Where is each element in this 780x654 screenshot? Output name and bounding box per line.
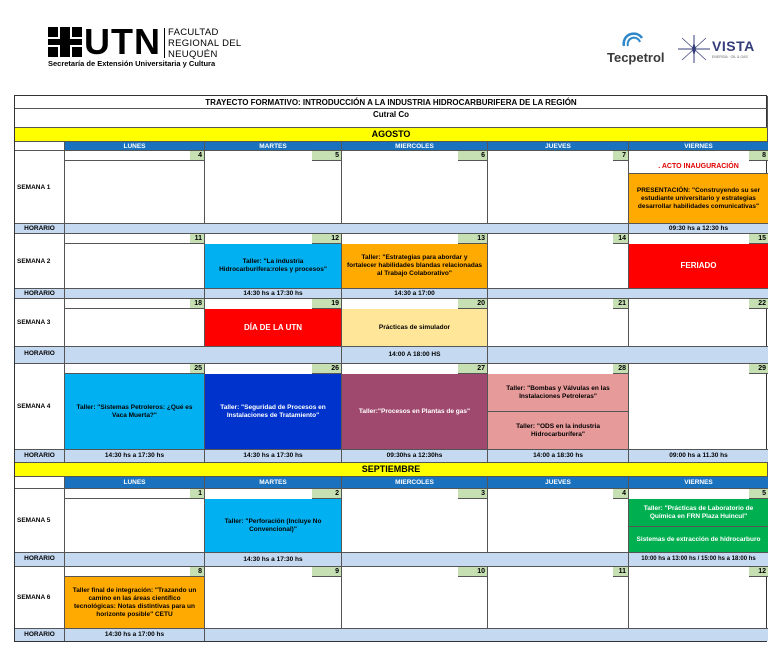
day-header-jueves: JUEVES bbox=[488, 477, 629, 489]
event-sistemas-extraccion: Sistemas de extracción de hidrocarburo bbox=[629, 527, 768, 553]
event-taller-estrategias: Taller: "Estrategias para abordar y fortalecer habilidades blandas relacionadas al Trabajo Colaborativo" bbox=[342, 244, 488, 289]
vista-logo-star-icon bbox=[676, 34, 712, 64]
date-cell: 8 bbox=[190, 567, 205, 577]
horario-value: 14:30 hs a 17:00 hs bbox=[65, 629, 205, 641]
event-practicas-simulador: Prácticas de simulador bbox=[342, 309, 488, 347]
date-cell: 29 bbox=[749, 364, 768, 374]
tecpetrol-logo-icon bbox=[622, 30, 644, 48]
date-cell: 27 bbox=[458, 364, 488, 374]
horario-value: 09:30 hs a 12:30 hs bbox=[629, 224, 768, 234]
date-cell: 25 bbox=[190, 364, 205, 374]
vista-logo-word: VISTA bbox=[712, 38, 755, 54]
event-presentacion: PRESENTACIÓN: "Construyendo su ser estudiante universitario y estrategias desarrollar habilidades comunicativas" bbox=[629, 174, 768, 224]
date-cell: 20 bbox=[458, 299, 488, 309]
day-header-lunes: LUNES bbox=[65, 142, 205, 151]
horario-value: 09:00 hs a 11.30 hs bbox=[629, 450, 768, 463]
date-cell: 4 bbox=[613, 489, 629, 499]
day-header-viernes: VIERNES bbox=[629, 477, 768, 489]
utn-faculty-text: FACULTAD REGIONAL DEL NEUQUÉN bbox=[168, 27, 242, 60]
event-taller-laboratorio-quimica: Taller: "Prácticas de Laboratorio de Química en FRN Plaza Huincul" bbox=[629, 499, 768, 527]
date-cell: 21 bbox=[613, 299, 629, 309]
horario-value: 14:30 hs a 17:30 hs bbox=[205, 553, 342, 567]
date-cell: 12 bbox=[312, 234, 342, 244]
event-taller-bombas-valvulas: Taller: "Bombas y Válvulas en las Instalaciones Petroleras" bbox=[488, 374, 629, 412]
horario-label: HORARIO bbox=[15, 553, 65, 567]
date-cell: 8 bbox=[749, 151, 768, 161]
day-header-martes: MARTES bbox=[205, 477, 342, 489]
horario-value: 14:30 hs a 17:30 hs bbox=[65, 450, 205, 463]
utn-subtitle: Secretaría de Extensión Universitaria y Cultura bbox=[48, 59, 216, 68]
date-cell: 11 bbox=[190, 234, 205, 244]
date-cell: 28 bbox=[613, 364, 629, 374]
date-cell: 19 bbox=[312, 299, 342, 309]
event-taller-perforacion: Taller: "Perforación (Incluye No Convencional)" bbox=[205, 499, 342, 553]
date-cell: 12 bbox=[749, 567, 768, 577]
vista-logo-subtitle: ENERGÍA · OIL & GAS bbox=[712, 55, 748, 59]
date-cell: 26 bbox=[312, 364, 342, 374]
horario-value: 14:30 hs a 17:30 hs bbox=[205, 289, 342, 299]
day-header-miercoles: MIERCOLES bbox=[342, 142, 488, 151]
day-header-miercoles: MIERCOLES bbox=[342, 477, 488, 489]
horario-label: HORARIO bbox=[15, 450, 65, 463]
horario-value: 14:00 A 18:00 HS bbox=[342, 347, 488, 364]
event-feriado: FERIADO bbox=[629, 244, 768, 289]
horario-label: HORARIO bbox=[15, 289, 65, 299]
date-cell: 1 bbox=[190, 489, 205, 499]
horario-label: HORARIO bbox=[15, 347, 65, 364]
date-cell: 4 bbox=[190, 151, 205, 161]
utn-logo-word: UTN bbox=[84, 21, 161, 62]
date-cell: 15 bbox=[749, 234, 768, 244]
month-septiembre: SEPTIEMBRE bbox=[15, 463, 768, 477]
week-label: SEMANA 4 bbox=[15, 364, 65, 450]
horario-value: 09:30hs a 12:30hs bbox=[342, 450, 488, 463]
date-cell: 10 bbox=[458, 567, 488, 577]
week-label: SEMANA 2 bbox=[15, 234, 65, 289]
date-cell: 5 bbox=[312, 151, 342, 161]
day-header-jueves: JUEVES bbox=[488, 142, 629, 151]
horario-value: 14:30 a 17:00 bbox=[342, 289, 488, 299]
horario-value: 10:00 hs a 13:00 hs / 15:00 hs a 18:00 hs bbox=[629, 553, 768, 567]
event-dia-utn: DÍA DE LA UTN bbox=[205, 309, 342, 347]
day-header-martes: MARTES bbox=[205, 142, 342, 151]
date-cell: 2 bbox=[312, 489, 342, 499]
event-taller-final-integracion: Taller final de integración: "Trazando un camino en las áreas científico tecnológicas: Notas distintivas para un horizonte posible" CETU bbox=[65, 577, 205, 629]
date-cell: 11 bbox=[613, 567, 629, 577]
date-cell: 13 bbox=[458, 234, 488, 244]
utn-logo-mark-icon bbox=[48, 27, 82, 57]
horario-label: HORARIO bbox=[15, 629, 65, 641]
date-cell: 5 bbox=[749, 489, 768, 499]
date-cell: 6 bbox=[458, 151, 488, 161]
event-taller-ods: Taller: "ODS en la industria Hidrocarburífera" bbox=[488, 412, 629, 450]
week-label: SEMANA 6 bbox=[15, 567, 65, 629]
date-cell: 3 bbox=[458, 489, 488, 499]
day-header-lunes: LUNES bbox=[65, 477, 205, 489]
week-label: SEMANA 3 bbox=[15, 299, 65, 347]
date-cell: 9 bbox=[312, 567, 342, 577]
calendar-title: TRAYECTO FORMATIVO: INTRODUCCIÓN A LA INDUSTRIA HIDROCARBURIFERA DE LA REGIÓN bbox=[15, 96, 768, 109]
event-taller-seguridad-procesos: Taller: "Seguridad de Procesos en Instalaciones de Tratamiento" bbox=[205, 374, 342, 450]
horario-value: 14:00 a 18:30 hs bbox=[488, 450, 629, 463]
calendar-table bbox=[14, 95, 767, 642]
event-taller-plantas-gas: Taller:"Procesos en Plantas de gas" bbox=[342, 374, 488, 450]
date-cell: 7 bbox=[613, 151, 629, 161]
date-cell: 22 bbox=[749, 299, 768, 309]
utn-logo-divider bbox=[164, 28, 165, 58]
calendar-location: Cutral Co bbox=[15, 109, 768, 128]
event-acto-inauguracion: . ACTO INAUGURACIÓN bbox=[629, 161, 768, 174]
horario-label: HORARIO bbox=[15, 224, 65, 234]
date-cell: 18 bbox=[190, 299, 205, 309]
week-label: SEMANA 1 bbox=[15, 151, 65, 224]
event-taller-industria: Taller: "La industria Hidrocarburifera:roles y procesos" bbox=[205, 244, 342, 289]
month-agosto: AGOSTO bbox=[15, 128, 768, 142]
event-taller-sistemas-petroleros: Taller: "Sistemas Petroleros: ¿Qué es Vaca Muerta?" bbox=[65, 374, 205, 450]
date-cell: 14 bbox=[613, 234, 629, 244]
tecpetrol-logo-word: Tecpetrol bbox=[607, 50, 665, 65]
week-label: SEMANA 5 bbox=[15, 489, 65, 553]
day-header-viernes: VIERNES bbox=[629, 142, 768, 151]
horario-value: 14:30 hs a 17:30 hs bbox=[205, 450, 342, 463]
